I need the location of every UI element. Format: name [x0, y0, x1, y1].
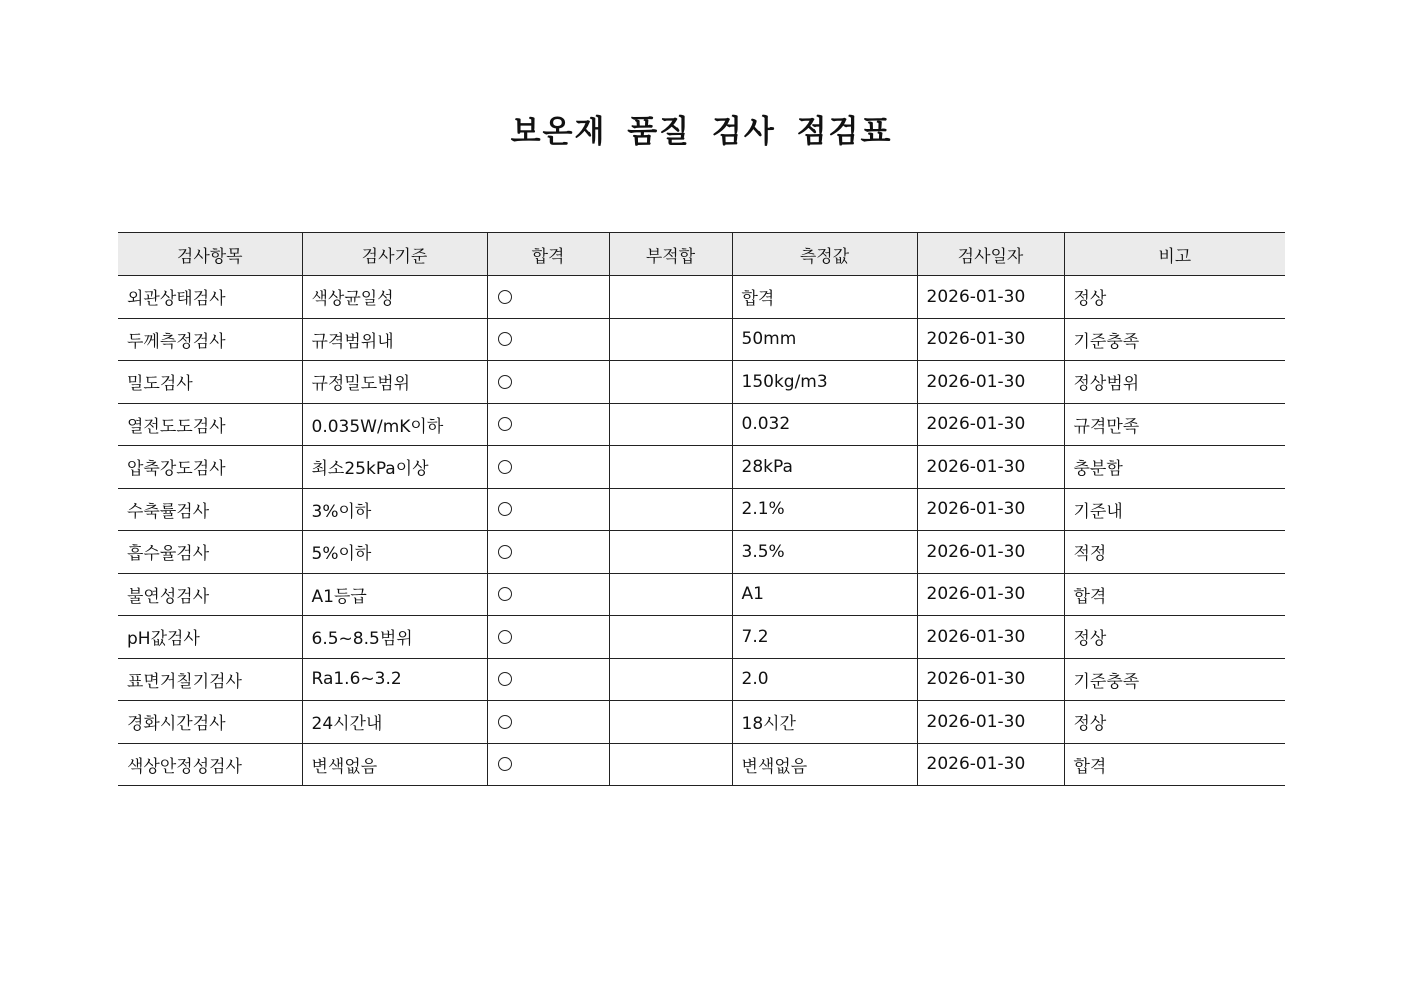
table-row	[118, 658, 1285, 701]
cell-date: 2026-01-30	[917, 531, 1064, 574]
pass-circle-mark	[498, 417, 512, 431]
cell-measured: A1	[732, 573, 917, 616]
cell-fail	[609, 573, 732, 616]
cell-date: 2026-01-30	[917, 573, 1064, 616]
pass-circle-mark	[498, 587, 512, 601]
cell-fail	[609, 488, 732, 531]
cell-standard: 5%이하	[302, 531, 487, 574]
header-standard: 검사기준	[302, 233, 487, 276]
cell-pass	[487, 701, 609, 744]
cell-fail	[609, 658, 732, 701]
cell-item: 두께측정검사	[118, 318, 302, 361]
pass-circle-mark	[498, 460, 512, 474]
cell-pass	[487, 573, 609, 616]
cell-standard: A1등급	[302, 573, 487, 616]
header-item: 검사항목	[118, 233, 302, 276]
cell-remark: 합격	[1064, 573, 1285, 616]
pass-circle-mark	[498, 545, 512, 559]
pass-circle-mark	[498, 715, 512, 729]
pass-circle-mark	[498, 290, 512, 304]
table-body	[118, 276, 1285, 786]
cell-item: 수축률검사	[118, 488, 302, 531]
cell-date: 2026-01-30	[917, 701, 1064, 744]
table-row	[118, 616, 1285, 659]
cell-measured: 변색없음	[732, 743, 917, 786]
table-row	[118, 403, 1285, 446]
cell-remark: 기준내	[1064, 488, 1285, 531]
table-row	[118, 743, 1285, 786]
cell-item: 색상안정성검사	[118, 743, 302, 786]
cell-item: 흡수율검사	[118, 531, 302, 574]
table-row	[118, 276, 1285, 319]
cell-pass	[487, 488, 609, 531]
table-row	[118, 531, 1285, 574]
pass-circle-mark	[498, 332, 512, 346]
cell-measured: 50mm	[732, 318, 917, 361]
cell-measured: 2.0	[732, 658, 917, 701]
pass-circle-mark	[498, 502, 512, 516]
cell-item: 표면거칠기검사	[118, 658, 302, 701]
table-row	[118, 318, 1285, 361]
cell-item: pH값검사	[118, 616, 302, 659]
table-row	[118, 573, 1285, 616]
cell-item: 불연성검사	[118, 573, 302, 616]
cell-date: 2026-01-30	[917, 361, 1064, 404]
cell-date: 2026-01-30	[917, 318, 1064, 361]
cell-fail	[609, 446, 732, 489]
header-fail: 부적합	[609, 233, 732, 276]
cell-standard: 3%이하	[302, 488, 487, 531]
cell-date: 2026-01-30	[917, 276, 1064, 319]
table-row	[118, 446, 1285, 489]
cell-remark: 정상	[1064, 701, 1285, 744]
cell-item: 밀도검사	[118, 361, 302, 404]
cell-measured: 28kPa	[732, 446, 917, 489]
cell-remark: 기준충족	[1064, 658, 1285, 701]
cell-standard: 변색없음	[302, 743, 487, 786]
header-remark: 비고	[1064, 233, 1285, 276]
cell-measured: 0.032	[732, 403, 917, 446]
cell-pass	[487, 531, 609, 574]
cell-item: 경화시간검사	[118, 701, 302, 744]
cell-pass	[487, 658, 609, 701]
cell-fail	[609, 403, 732, 446]
cell-fail	[609, 701, 732, 744]
cell-remark: 정상범위	[1064, 361, 1285, 404]
cell-item: 압축강도검사	[118, 446, 302, 489]
cell-measured: 합격	[732, 276, 917, 319]
cell-remark: 적정	[1064, 531, 1285, 574]
cell-pass	[487, 616, 609, 659]
header-date: 검사일자	[917, 233, 1064, 276]
cell-measured: 150kg/m3	[732, 361, 917, 404]
pass-circle-mark	[498, 630, 512, 644]
cell-fail	[609, 616, 732, 659]
cell-date: 2026-01-30	[917, 446, 1064, 489]
cell-date: 2026-01-30	[917, 488, 1064, 531]
cell-fail	[609, 276, 732, 319]
cell-standard: 색상균일성	[302, 276, 487, 319]
table-row	[118, 361, 1285, 404]
table-row	[118, 701, 1285, 744]
cell-date: 2026-01-30	[917, 403, 1064, 446]
cell-measured: 2.1%	[732, 488, 917, 531]
cell-measured: 18시간	[732, 701, 917, 744]
cell-pass	[487, 403, 609, 446]
cell-pass	[487, 318, 609, 361]
cell-standard: 6.5~8.5범위	[302, 616, 487, 659]
pass-circle-mark	[498, 672, 512, 686]
cell-remark: 충분함	[1064, 446, 1285, 489]
cell-standard: 최소25kPa이상	[302, 446, 487, 489]
header-measured: 측정값	[732, 233, 917, 276]
cell-standard: 0.035W/mK이하	[302, 403, 487, 446]
cell-date: 2026-01-30	[917, 743, 1064, 786]
cell-remark: 정상	[1064, 276, 1285, 319]
cell-pass	[487, 446, 609, 489]
cell-remark: 합격	[1064, 743, 1285, 786]
cell-standard: 규정밀도범위	[302, 361, 487, 404]
cell-standard: 규격범위내	[302, 318, 487, 361]
table-row	[118, 488, 1285, 531]
cell-pass	[487, 361, 609, 404]
header-pass: 합격	[487, 233, 609, 276]
cell-measured: 3.5%	[732, 531, 917, 574]
pass-circle-mark	[498, 757, 512, 771]
cell-item: 열전도도검사	[118, 403, 302, 446]
cell-standard: Ra1.6~3.2	[302, 658, 487, 701]
cell-pass	[487, 276, 609, 319]
cell-date: 2026-01-30	[917, 658, 1064, 701]
cell-fail	[609, 361, 732, 404]
cell-pass	[487, 743, 609, 786]
cell-fail	[609, 743, 732, 786]
table-header-row	[118, 233, 1285, 276]
cell-fail	[609, 318, 732, 361]
cell-remark: 기준충족	[1064, 318, 1285, 361]
cell-remark: 정상	[1064, 616, 1285, 659]
cell-item: 외관상태검사	[118, 276, 302, 319]
cell-remark: 규격만족	[1064, 403, 1285, 446]
document-title: 보온재 품질 검사 점검표	[510, 114, 893, 150]
inspection-table	[118, 232, 1285, 786]
cell-date: 2026-01-30	[917, 616, 1064, 659]
pass-circle-mark	[498, 375, 512, 389]
cell-fail	[609, 531, 732, 574]
cell-standard: 24시간내	[302, 701, 487, 744]
cell-measured: 7.2	[732, 616, 917, 659]
